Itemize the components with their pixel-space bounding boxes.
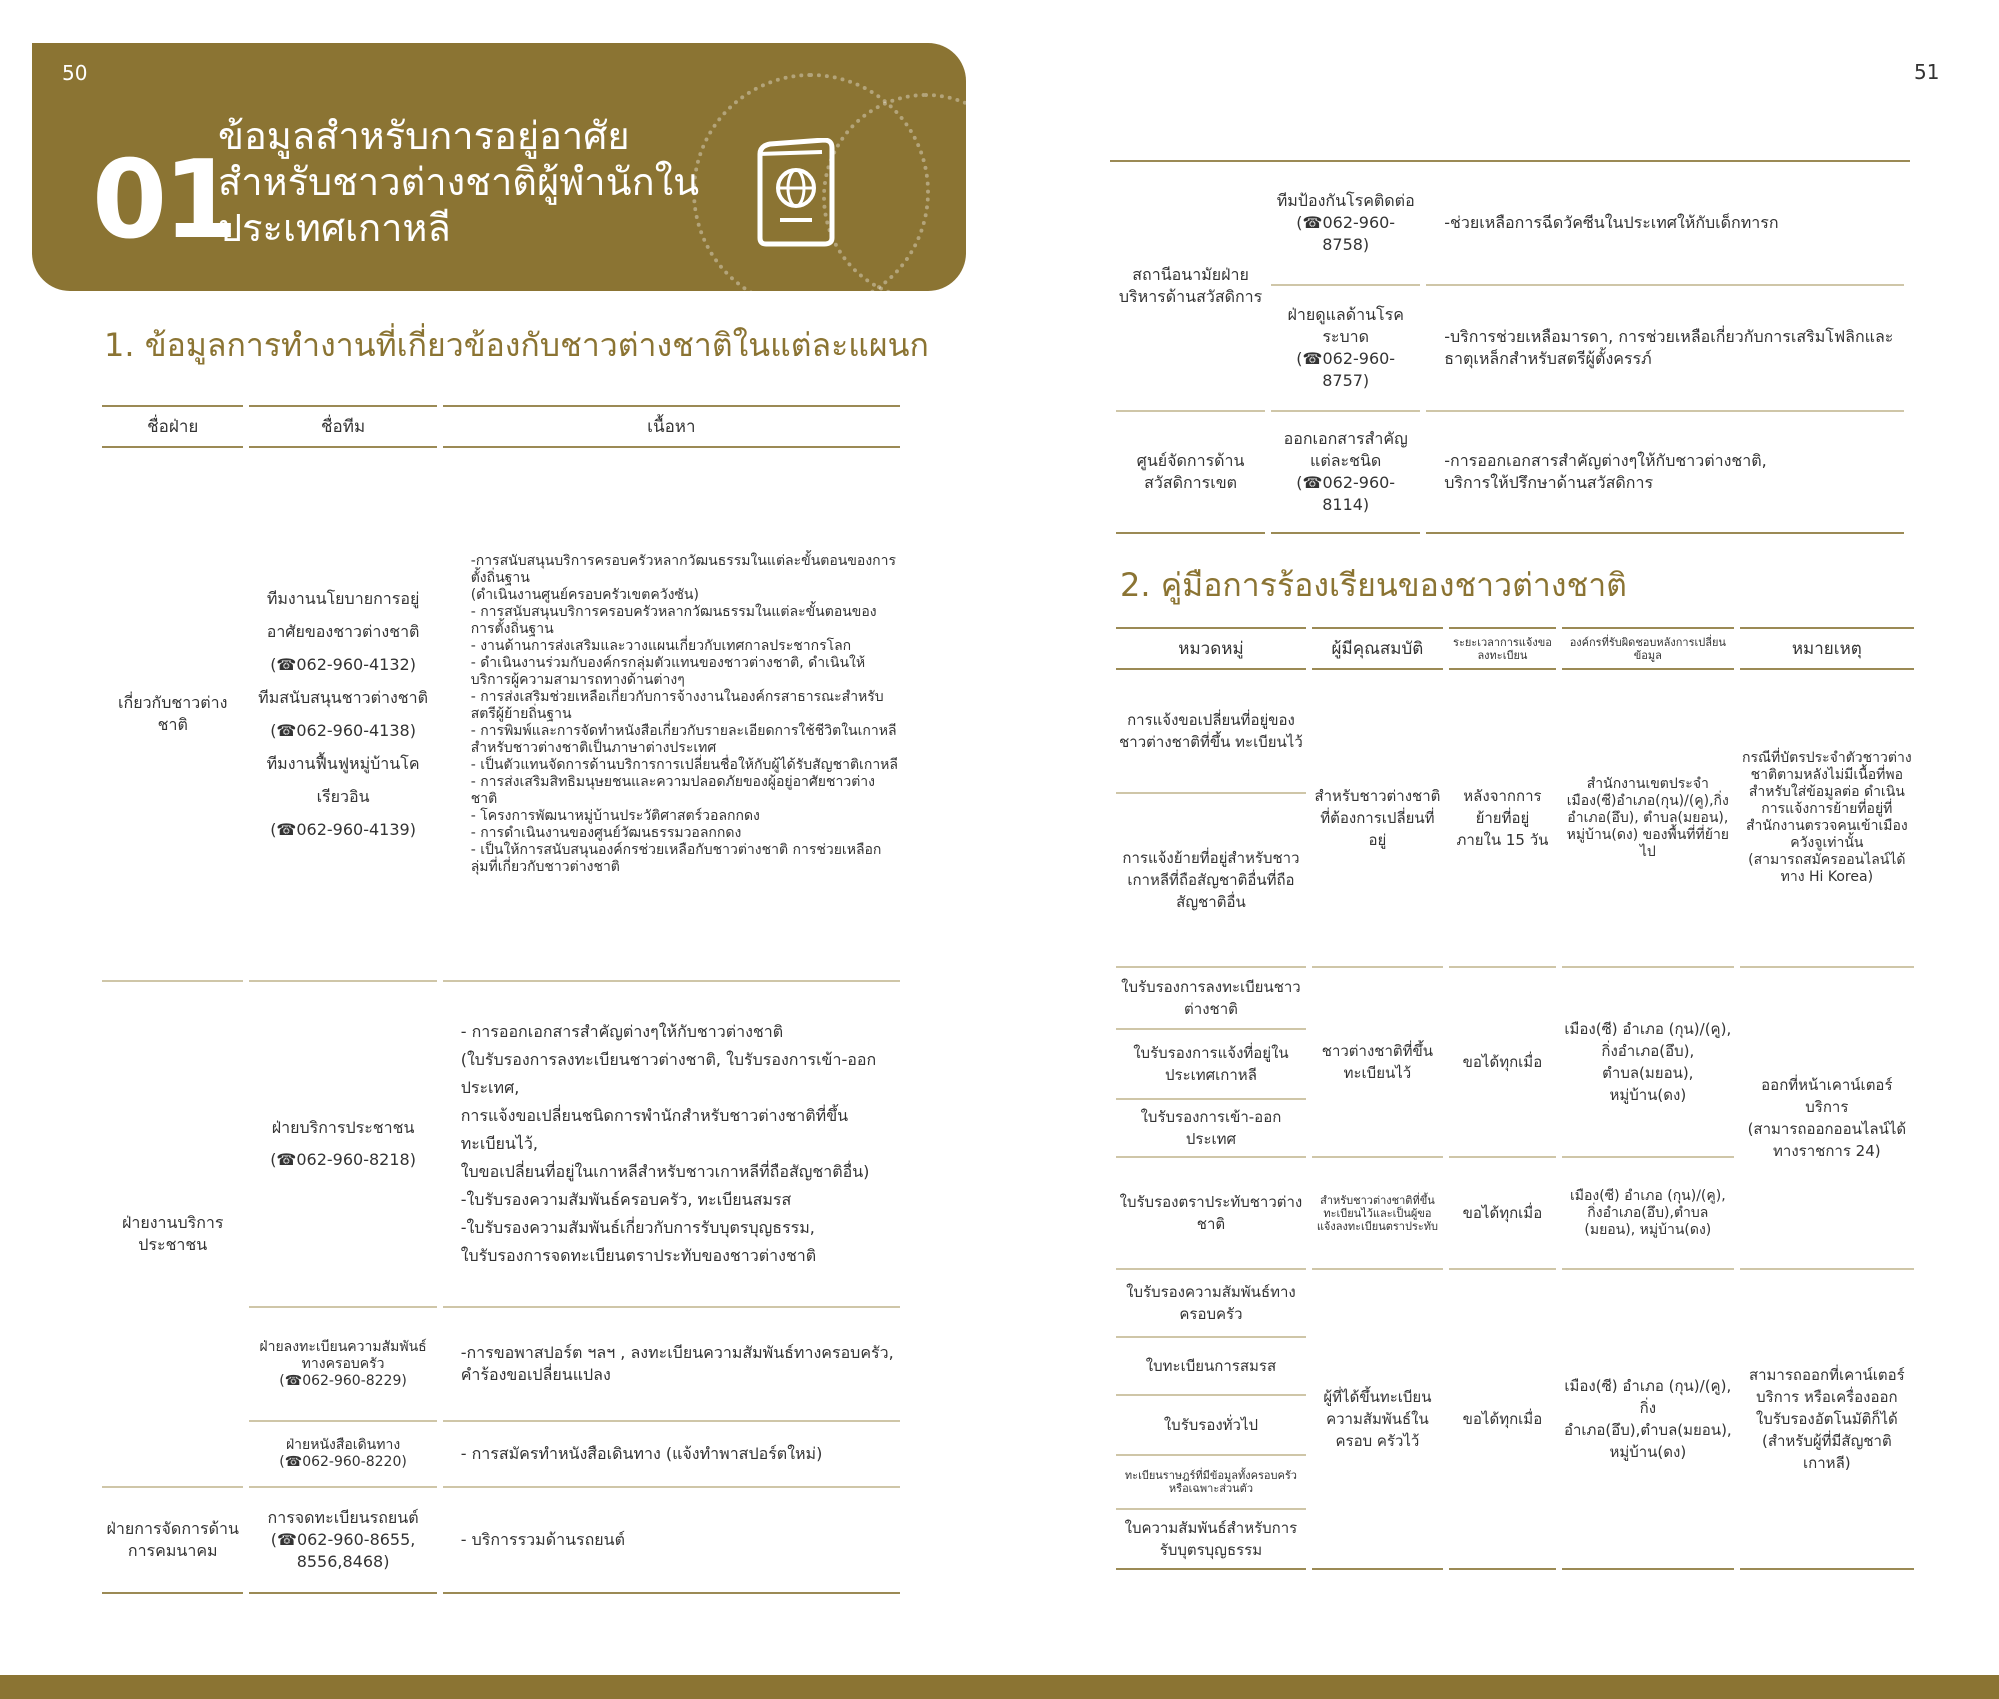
section-title: 1. ข้อมูลการทำงานที่เกี่ยวข้องกับชาวต่างชาติในแต่ละแผนก [104, 326, 929, 364]
section-title: 2. คู่มือการร้องเรียนของชาวต่างชาติ [1120, 566, 1627, 604]
category: ใบรับรองการแจ้งที่อยู่ในประเทศเกาหลี [1116, 1030, 1306, 1100]
table-header-row [102, 405, 900, 448]
qualified: ผู้ที่ได้ขึ้นทะเบียนความสัมพันธ์ในครอบ ครัวไว้ [1312, 1270, 1443, 1570]
work-content: -การสนับสนุนบริการครอบครัวหลากวัฒนธรรมในแต่ละขั้นตอนของการตั้งถิ่นฐาน (ดำเนินงานศูนย์ครอบครัวเขตควังซัน) - การสนับสนุนบริการครอบครัวหลากวัฒนธรรมในแต่ละขั้นตอนของการตั้งถิ่นฐาน - งานด้านการส่งเสริมและวางแผนเกี่ยวกับเทศกาลประชากรโลก - ดำเนินงานร่วมกับองค์กรกลุ่มตัวแทนของชาวต่างชาติ, ดำเนินให้บริการผู้ความสามารถทางด้านต่างๆ - การส่งเสริมช่วยเหลือเกี่ยวกับการจ้างงานในองค์กรสาธารณะสำหรับสตรีผู้ย้ายถิ่นฐาน - การพิมพ์และการจัดทำหนังสือเกี่ยวกับรายละเอียดการใช้ชีวิตในเกาหลีสำหรับชาวต่างชาติเป็นภาษาต่างประเทศ - เป็นตัวแทนจัดการด้านบริการการเปลี่ยนชื่อให้กับผู้ได้รับสัญชาติเกาหลี - การส่งเสริมสิทธิมนุษยชนและความปลอดภัยของผู้อยู่อาศัยชาวต่างชาติ - โครงการพัฒนาหมู่บ้านประวัติศาสตร์วอลกกดง - การดำเนินงานของศูนย์วัฒนธรรมวอลกกดง - เป็นให้การสนับสนุนองค์กรช่วยเหลือกับชาวต่างชาติ การช่วยเหลือกลุ่มที่เกี่ยวกับชาวต่างชาติ [443, 448, 900, 982]
column-header: ชื่อทีม [249, 405, 436, 448]
dept-name: ฝ่ายงานบริการประชาชน [102, 982, 243, 1488]
department-table [96, 405, 906, 1594]
table-row [1116, 1270, 1914, 1338]
organization: เมือง(ซี) อำเภอ (กุน)/(คู), กิ่งอำเภอ(อึบ),ตำบล (มยอน), หมู่บ้าน(ดง) [1562, 1158, 1734, 1270]
dept-name: ฝ่ายการจัดการด้านการคมนาคม [102, 1488, 243, 1594]
organization: เมือง(ซี) อำเภอ (กุน)/(คู), กิ่งอำเภอ(อึบ),ตำบล(มยอน), หมู่บ้าน(ดง) [1562, 1270, 1734, 1570]
column-header: หมายเหตุ [1740, 627, 1914, 670]
team-name: การจดทะเบียนรถยนต์ (☎062-960-8655, 8556,8468) [249, 1488, 436, 1594]
category: ทะเบียนราษฎร์ที่มีข้อมูลทั้งครอบครัว หรือเฉพาะส่วนตัว [1116, 1456, 1306, 1510]
dept-name: เกี่ยวกับชาวต่างชาติ [102, 448, 243, 982]
category: ใบรับรองความสัมพันธ์ทางครอบครัว [1116, 1270, 1306, 1338]
work-content: - การออกเอกสารสำคัญต่างๆให้กับชาวต่างชาติ (ใบรับรองการลงทะเบียนชาวต่างชาติ, ใบรับรองการเข้า-ออกประเทศ, การแจ้งขอเปลี่ยนชนิดการพำนักสำหรับชาวต่างชาติที่ขึ้นทะเบียนไว้, ใบขอเปลี่ยนที่อยู่ในเกาหลีสำหรับชาวเกาหลีที่ถือสัญชาติอื่น) -ใบรับรองความสัมพันธ์ครอบครัว, ทะเบียนสมรส -ใบรับรองความสัมพันธ์เกี่ยวกับการรับบุตรบุญธรรม, ใบรับรองการจดทะเบียนตราประทับของชาวต่างชาติ [443, 982, 900, 1308]
right-page [1000, 0, 1999, 1675]
team-name: ฝ่ายบริการประชาชน (☎062-960-8218) [249, 982, 436, 1308]
organization: สำนักงานเขตประจำเมือง(ซี)อำเภอ(กุน)/(คู),กิ่งอำเภอ(อึบ), ตำบล(มยอน), หมู่บ้าน(ดง) ของพื้นที่ที่ย้ายไป [1562, 670, 1734, 968]
table-row [1116, 968, 1914, 1030]
note: ออกที่หน้าเคาน์เตอร์บริการ (สามารถออกออนไลน์ได้ทางราชการ 24) [1740, 968, 1914, 1270]
category: ใบความสัมพันธ์สำหรับการรับบุตรบุญธรรม [1116, 1510, 1306, 1570]
table-row [102, 982, 900, 1308]
complaint-guide-table [1110, 627, 1920, 1570]
dept-name: ศูนย์จัดการด้านสวัสดิการเขต [1116, 412, 1265, 534]
team-name: ออกเอกสารสำคัญแต่ละชนิด (☎062-960-8114) [1271, 412, 1420, 534]
qualified: ชาวต่างชาติที่ขึ้นทะเบียนไว้ [1312, 968, 1443, 1158]
table-header-row [1116, 627, 1914, 670]
work-content: - บริการรวมด้านรถยนต์ [443, 1488, 900, 1594]
page-number: 51 [1914, 60, 1940, 84]
work-content: -ช่วยเหลือการฉีดวัคซีนในประเทศให้กับเด็กทารก [1426, 162, 1904, 286]
work-content: -การขอพาสปอร์ต ฯลฯ , ลงทะเบียนความสัมพันธ์ทางครอบครัว, คำร้องขอเปลี่ยนแปลง [443, 1308, 900, 1422]
team-name: ฝ่ายหนังสือเดินทาง (☎062-960-8220) [249, 1422, 436, 1488]
table-row [1116, 162, 1904, 286]
dept-name: สถานีอนามัยฝ่ายบริหารด้านสวัสดิการ [1116, 162, 1265, 412]
qualified: สำหรับชาวต่างชาติที่ต้องการเปลี่ยนที่อยู่ [1312, 670, 1443, 968]
category: การแจ้งย้ายที่อยู่สำหรับชาวเกาหลีที่ถือสัญชาติอื่นที่ถือสัญชาติอื่น [1116, 794, 1306, 968]
team-name: ทีมป้องกันโรคติดต่อ (☎062-960-8758) [1271, 162, 1420, 286]
column-header: หมวดหมู่ [1116, 627, 1306, 670]
chapter-number: 01 [92, 138, 235, 263]
category: ใบรับรองตราประทับชาวต่างชาติ [1116, 1158, 1306, 1270]
column-header: ชื่อฝ่าย [102, 405, 243, 448]
team-name: ฝ่ายดูแลด้านโรคระบาด (☎062-960-8757) [1271, 286, 1420, 412]
bottom-bar [0, 1675, 1999, 1699]
table-row [1116, 412, 1904, 534]
category: ใบรับรองทั่วไป [1116, 1396, 1306, 1456]
chapter-banner [32, 43, 966, 291]
period: ขอได้ทุกเมื่อ [1449, 1158, 1556, 1270]
page-number: 50 [62, 61, 88, 85]
category: ใบรับรองการเข้า-ออกประเทศ [1116, 1100, 1306, 1158]
column-header: องค์กรที่รับผิดชอบหลังการเปลี่ยนข้อมูล [1562, 627, 1734, 670]
chapter-title: ข้อมูลสำหรับการอยู่อาศัยสำหรับชาวต่างชาติผู้พำนักในประเทศเกาหลี [218, 114, 700, 250]
table-row [102, 1488, 900, 1594]
organization: เมือง(ซี) อำเภอ (กุน)/(คู), กิ่งอำเภอ(อึบ), ตำบล(มยอน), หมู่บ้าน(ดง) [1562, 968, 1734, 1158]
work-content: - การสมัครทำหนังสือเดินทาง (แจ้งทำพาสปอร์ตใหม่) [443, 1422, 900, 1488]
period: ขอได้ทุกเมื่อ [1449, 968, 1556, 1158]
team-name: ทีมงานนโยบายการอยู่อาศัยของชาวต่างชาติ (☎062-960-4132) ทีมสนับสนุนชาวต่างชาติ (☎062-960-4138) ทีมงานฟื้นฟูหมู่บ้านโคเรียวอิน (☎062-960-4139) [249, 448, 436, 982]
health-center-table [1110, 160, 1910, 534]
work-content: -บริการช่วยเหลือมารดา, การช่วยเหลือเกี่ยวกับการเสริมโฟลิกและธาตุเหล็กสำหรับสตรีผู้ตั้งครรภ์ [1426, 286, 1904, 412]
left-page [0, 0, 999, 1675]
column-header: เนื้อหา [443, 405, 900, 448]
qualified: สำหรับชาวต่างชาติที่ขึ้นทะเบียนไว้และเป็นผู้ขอแจ้งลงทะเบียนตราประทับ [1312, 1158, 1443, 1270]
category: ใบรับรองการลงทะเบียนชาวต่างชาติ [1116, 968, 1306, 1030]
note: สามารถออกที่เคาน์เตอร์บริการ หรือเครื่องออกใบรับรองอัตโนมัติก็ได้ (สำหรับผู้ที่มีสัญชาติเกาหลี) [1740, 1270, 1914, 1570]
period: ขอได้ทุกเมื่อ [1449, 1270, 1556, 1570]
note: กรณีที่บัตรประจำตัวชาวต่างชาติตามหลังไม่มีเนื้อที่พอสำหรับใส่ข้อมูลต่อ ดำเนินการแจ้งการย้ายที่อยู่ที่สำนักงานตรวจคนเข้าเมืองควังจูเท่านั้น (สามารถสมัครออนไลน์ได้ทาง Hi Korea) [1740, 670, 1914, 968]
period: หลังจากการย้ายที่อยู่ ภายใน 15 วัน [1449, 670, 1556, 968]
table-row [1116, 670, 1914, 794]
team-name: ฝ่ายลงทะเบียนความสัมพันธ์ทางครอบครัว (☎062-960-8229) [249, 1308, 436, 1422]
category: การแจ้งขอเปลี่ยนที่อยู่ของชาวต่างชาติที่ขึ้น ทะเบียนไว้ [1116, 670, 1306, 794]
work-content: -การออกเอกสารสำคัญต่างๆให้กับชาวต่างชาติ, บริการให้ปรึกษาด้านสวัสดิการ [1426, 412, 1904, 534]
column-header: ผู้มีคุณสมบัติ [1312, 627, 1443, 670]
passport-icon [752, 138, 842, 248]
category: ใบทะเบียนการสมรส [1116, 1338, 1306, 1396]
table-row [102, 448, 900, 982]
column-header: ระยะเวลาการแจ้งขอลงทะเบียน [1449, 627, 1556, 670]
